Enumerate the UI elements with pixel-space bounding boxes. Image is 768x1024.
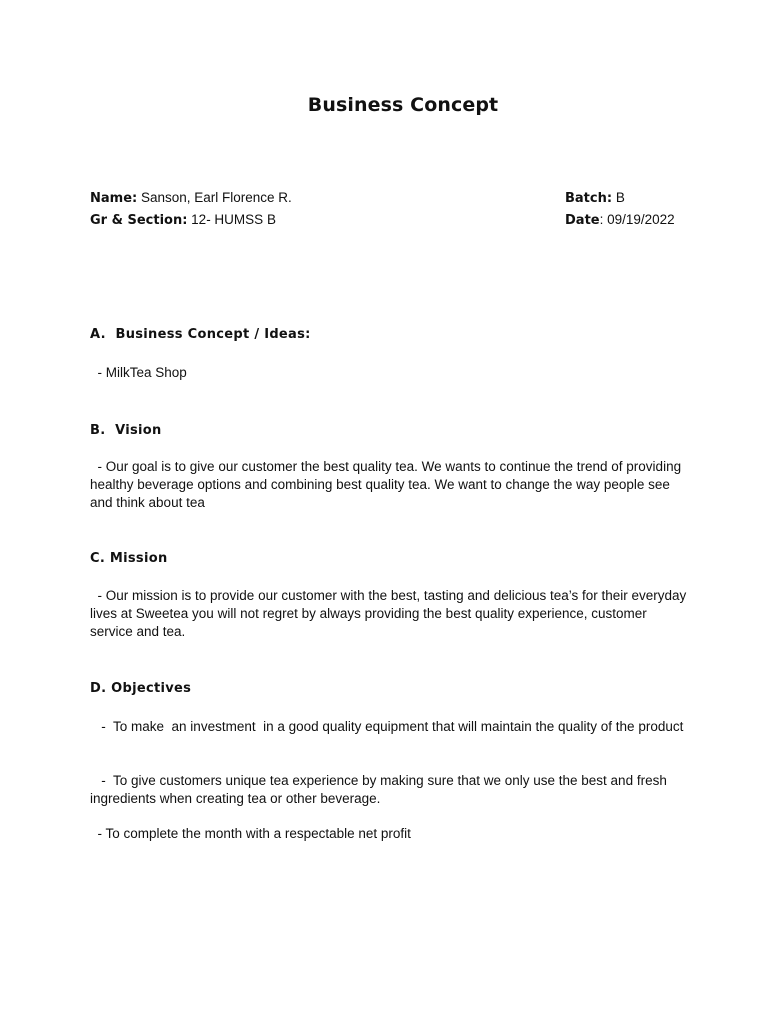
objective-item-1: - To make an investment in a good quality equipment that will maintain the quality of the product: [90, 719, 684, 734]
section-a-heading: A. Business Concept / Ideas:: [90, 327, 311, 342]
batch-field: [565, 190, 625, 206]
section-c-heading: C. Mission: [90, 551, 168, 566]
name-field: [90, 190, 292, 206]
section-value: 12- HUMSS B: [187, 212, 276, 227]
objective-item-3: - To complete the month with a respectable net profit: [90, 826, 411, 841]
name-value: Sanson, Earl Florence R.: [137, 190, 292, 205]
section-field: [90, 212, 276, 228]
page-title: Business Concept: [307, 94, 499, 116]
date-label: Date: [565, 213, 600, 228]
section-b-text: - Our goal is to give our customer the best quality tea. We wants to continue the trend of providing healthy beverage options and combining best quality tea. We want to change the way people see and think about tea: [90, 459, 685, 510]
section-c-text: - Our mission is to provide our customer with the best, tasting and delicious tea’s for their everyday lives at Sweetea you will not regret by always providing the best quality experience, customer service and tea.: [90, 588, 691, 639]
section-b-heading: B. Vision: [90, 423, 162, 438]
date-field: [565, 212, 675, 228]
section-label: Gr & Section:: [90, 213, 188, 228]
section-d-heading: D. Objectives: [90, 681, 192, 696]
section-a-item: - MilkTea Shop: [90, 365, 187, 380]
batch-label: Batch:: [565, 191, 613, 206]
date-value: : 09/19/2022: [599, 212, 675, 227]
name-label: Name:: [90, 191, 138, 206]
batch-value: B: [612, 190, 625, 205]
objective-item-2: - To give customers unique tea experience by making sure that we only use the best and fresh ingredients when creating tea or other beverage.: [90, 773, 671, 806]
